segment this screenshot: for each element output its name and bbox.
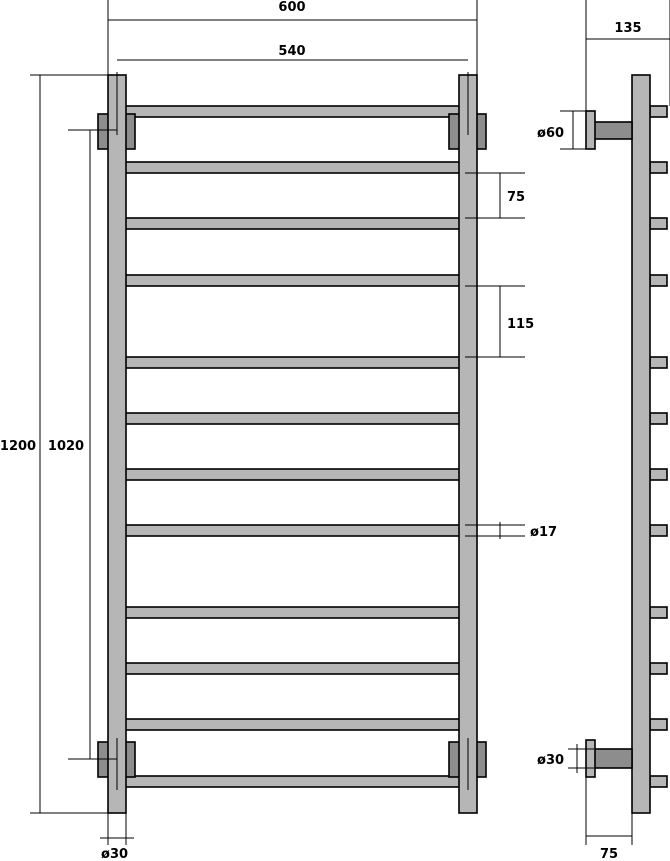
- rung-end: [650, 413, 667, 424]
- side-rung-ends: [650, 106, 667, 787]
- wall-brackets: [98, 114, 486, 777]
- rung: [120, 607, 465, 618]
- dim-step-large: 115: [507, 317, 535, 332]
- rung: [120, 275, 465, 286]
- dim-depth: 135: [614, 21, 642, 36]
- rung-end: [650, 719, 667, 730]
- dim-overall-width: 600: [278, 0, 306, 15]
- rung: [120, 776, 465, 787]
- side-top-flange: [586, 111, 595, 149]
- dim-flange-bottom: ø30: [537, 753, 565, 768]
- dim-flange-top: ø60: [537, 126, 565, 141]
- rung-end: [650, 357, 667, 368]
- side-bottom-arm: [594, 749, 632, 768]
- rung: [120, 663, 465, 674]
- rung-end: [650, 275, 667, 286]
- rung-end: [650, 776, 667, 787]
- dim-center-height: 1020: [47, 439, 85, 454]
- rung-end: [650, 525, 667, 536]
- dim-tube-diameter: ø17: [530, 525, 558, 540]
- dim-overall-height: 1200: [0, 439, 37, 454]
- rung: [120, 218, 465, 229]
- rung: [120, 469, 465, 480]
- side-view: [586, 75, 667, 813]
- rung-end: [650, 162, 667, 173]
- front-view: [98, 72, 486, 813]
- side-bottom-flange: [586, 740, 595, 777]
- dim-post-diameter: ø30: [101, 847, 129, 861]
- rung-end: [650, 106, 667, 117]
- rung: [120, 357, 465, 368]
- rung: [120, 719, 465, 730]
- rung-end: [650, 469, 667, 480]
- rung: [120, 106, 465, 117]
- left-post: [108, 75, 126, 813]
- rung-end: [650, 663, 667, 674]
- rung: [120, 525, 465, 536]
- dim-wall-offset: 75: [599, 847, 619, 861]
- rung: [120, 162, 465, 173]
- right-post: [459, 75, 477, 813]
- side-top-arm: [594, 122, 632, 139]
- side-post: [632, 75, 650, 813]
- rung: [120, 413, 465, 424]
- rung-end: [650, 607, 667, 618]
- dim-step-small: 75: [507, 190, 526, 205]
- rungs: [120, 106, 465, 787]
- dim-center-width: 540: [278, 44, 306, 59]
- rung-end: [650, 218, 667, 229]
